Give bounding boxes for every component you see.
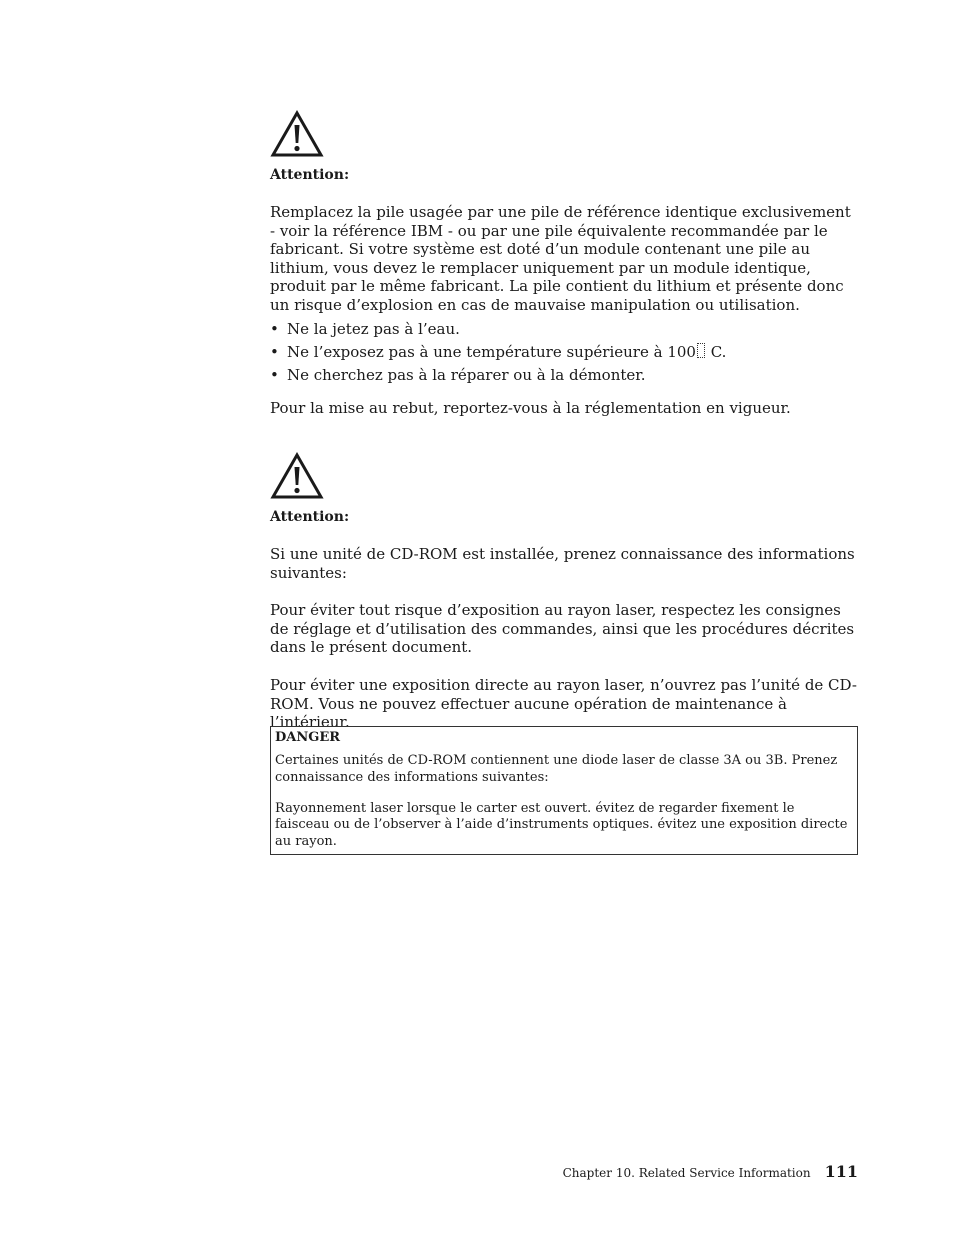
bullet-text: Ne l’exposez pas à une température supérieure à 100: [287, 342, 696, 361]
attention-label: Attention:: [270, 509, 350, 525]
cdrom-paragraph-1: Si une unité de CD-ROM est installée, prenez connaissance des informations suivantes:: [270, 545, 855, 582]
caution-block-cdrom: [270, 452, 860, 732]
battery-paragraph: Remplacez la pile usagée par une pile de référence identique exclusivement - voir la référence IBM - ou par une pile équivalente recommandée par le fabricant. Si votre système est doté d’un module contenant une pile au lithium, vous devez le remplacer uniquement par un module identique, produit par le même fabricant. La pile contient du lithium et présente donc un risque d’explosion en cas de mauvaise manipulation ou utilisation.: [270, 203, 851, 314]
bullet-suffix: C.: [705, 342, 727, 361]
danger-box: [270, 726, 858, 855]
cdrom-paragraph-3: Pour éviter une exposition directe au rayon laser, n’ouvrez pas l’unité de CD-ROM. Vous ne pouvez effectuer aucune opération de maintenance à l’intérieur.: [270, 675, 857, 732]
danger-paragraph-2: Rayonnement laser lorsque le carter est ouvert. évitez de regarder fixement le faisceau ou de l’observer à l’aide d’instruments optiques. évitez une exposition directe au rayon.: [275, 800, 848, 850]
warning-triangle-icon: [270, 452, 324, 500]
list-item: [270, 343, 860, 362]
battery-bullet-list: [270, 320, 860, 385]
danger-title: DANGER: [275, 730, 341, 745]
disposal-paragraph: Pour la mise au rebut, reportez-vous à la réglementation en vigueur.: [270, 398, 791, 417]
attention-label: Attention:: [270, 167, 350, 183]
danger-paragraph-1: Certaines unités de CD-ROM contiennent une diode laser de classe 3A ou 3B. Prenez connaissance des informations suivantes:: [275, 753, 838, 785]
footer-chapter: Chapter 10. Related Service Information: [562, 1166, 811, 1180]
cdrom-paragraph-2: Pour éviter tout risque d’exposition au rayon laser, respectez les consignes de réglage et d’utilisation des commandes, ainsi que les procédures décrites dans le présent document.: [270, 601, 855, 657]
list-item: • Ne cherchez pas à la réparer ou à la démonter.: [270, 366, 860, 385]
page-number: 111: [824, 1162, 858, 1181]
list-item: • Ne la jetez pas à l’eau.: [270, 320, 860, 339]
warning-triangle-icon: [270, 110, 324, 158]
page-footer: [563, 1162, 858, 1183]
caution-block-battery: [270, 110, 860, 418]
degree-symbol-icon: [697, 343, 705, 358]
